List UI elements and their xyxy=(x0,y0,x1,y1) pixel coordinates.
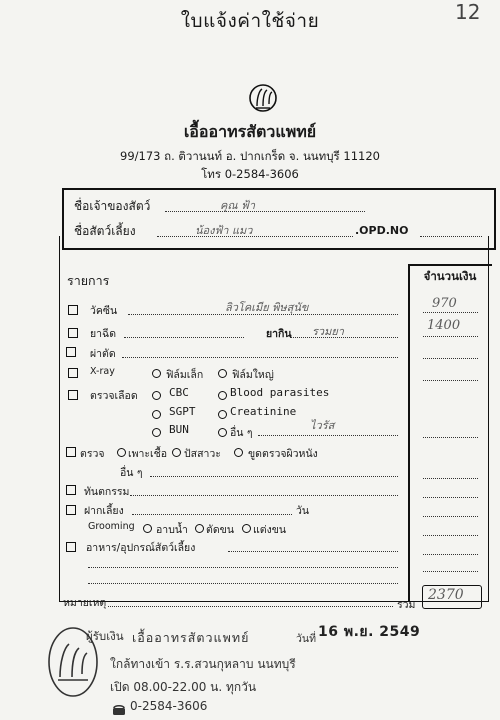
blood-parasites-label: Blood parasites xyxy=(230,386,330,399)
radio-skin[interactable] xyxy=(234,448,243,457)
skin-label: ขูดตรวจผิวหนัง xyxy=(248,448,318,460)
amount-line-5 xyxy=(423,437,478,438)
grooming-label: Grooming xyxy=(88,521,135,532)
checkbox-xray[interactable] xyxy=(68,368,78,378)
amount-vaccine: 970 xyxy=(432,296,457,311)
radio-sgpt[interactable] xyxy=(152,410,161,419)
blood-handwritten: ไวรัส xyxy=(310,419,335,432)
radio-blood-parasites[interactable] xyxy=(218,391,227,400)
blood-other-label: อื่น ๆ xyxy=(230,427,253,439)
amount-line-7 xyxy=(423,497,478,498)
radio-creatinine[interactable] xyxy=(218,410,227,419)
urine-label: ปัสสาวะ xyxy=(184,448,221,460)
date-label: วันที่ xyxy=(296,633,316,645)
film-large-label: ฟิล์มใหญ่ xyxy=(232,369,274,381)
opd-number-label: .OPD.NO xyxy=(355,224,409,237)
pet-name-label: ชื่อสัตว์เลี้ยง xyxy=(74,224,136,238)
document-title: ใบแจ้งค่าใช้จ่าย xyxy=(180,10,320,32)
blood-other-line xyxy=(258,435,398,436)
radio-style[interactable] xyxy=(242,524,251,533)
style-label: แต่งขน xyxy=(253,524,287,536)
owner-name-line xyxy=(165,211,365,212)
drug-line-2 xyxy=(290,337,398,338)
sgpt-label: SGPT xyxy=(169,405,196,418)
boarding-unit: วัน xyxy=(296,505,310,517)
cbc-label: CBC xyxy=(169,386,189,399)
radio-cbc[interactable] xyxy=(152,391,161,400)
stamp-clinic-name: เอื้ออาทรสัตวแพทย์ xyxy=(132,630,250,645)
drug-handwritten: รวมยา xyxy=(312,325,344,338)
radio-film-large[interactable] xyxy=(218,369,227,378)
amount-line-4 xyxy=(423,380,478,381)
film-small-label: ฟิล์มเล็ก xyxy=(166,369,204,381)
receiver-label: ผู้รับเงิน xyxy=(86,629,124,643)
boarding-line xyxy=(132,514,292,515)
amount-header: จำนวนเงิน xyxy=(423,269,477,283)
food-line-1 xyxy=(228,551,398,552)
food-line-3 xyxy=(88,583,398,584)
cut-label: ตัดขน xyxy=(206,524,234,536)
creatinine-label: Creatinine xyxy=(230,405,297,418)
remark-label: หมายเหตุ xyxy=(63,597,107,609)
owner-name-value: คุณ ฟ้า xyxy=(220,199,256,212)
dental-label: ทันตกรรม xyxy=(84,486,130,498)
amount-line-1 xyxy=(423,312,478,313)
checkbox-boarding[interactable] xyxy=(66,505,76,515)
amount-column xyxy=(408,264,492,602)
payment-date-stamp: 16 พ.ย. 2549 xyxy=(318,624,421,640)
checkbox-surgery[interactable] xyxy=(66,347,76,357)
food-label: อาหาร/อุปกรณ์สัตว์เลี้ยง xyxy=(86,542,196,554)
amount-line-11 xyxy=(423,571,478,572)
remark-line xyxy=(108,606,393,607)
clinic-logo-icon xyxy=(248,82,278,116)
drug-oral-label: ยากิน xyxy=(266,328,292,340)
clinic-phone: โทร 0-2584-3606 xyxy=(201,167,299,181)
amount-line-10 xyxy=(423,554,478,555)
amount-line-9 xyxy=(423,535,478,536)
blood-label: ตรวจเลือด xyxy=(90,390,138,402)
radio-culture[interactable] xyxy=(117,448,126,457)
amount-line-3 xyxy=(423,358,478,359)
phone-icon xyxy=(112,701,126,713)
surgery-label: ผ่าตัด xyxy=(90,348,116,360)
dental-line xyxy=(130,495,398,496)
total-amount: 2370 xyxy=(428,587,464,603)
culture-label: เพาะเชื้อ xyxy=(128,448,168,460)
vaccine-handwritten: ลิวโคเมีย พิษสุนัข xyxy=(225,301,309,314)
radio-cut[interactable] xyxy=(195,524,204,533)
radio-blood-other[interactable] xyxy=(218,428,227,437)
checkbox-dental[interactable] xyxy=(66,485,76,495)
owner-name-label: ชื่อเจ้าของสัตว์ xyxy=(74,199,151,213)
radio-film-small[interactable] xyxy=(152,369,161,378)
exam-label: ตรวจ xyxy=(80,448,105,460)
radio-bath[interactable] xyxy=(143,524,152,533)
clinic-name: เอื้ออาทรสัตวแพทย์ xyxy=(183,122,317,141)
amount-line-2 xyxy=(423,336,478,337)
amount-line-8 xyxy=(423,516,478,517)
drug-label: ยาฉีด xyxy=(90,328,117,340)
clinic-address: 99/173 ถ. ติวานนท์ อ. ปากเกร็ด จ. นนทบุรี 11120 xyxy=(120,149,380,163)
boarding-label: ฝากเลี้ยง xyxy=(84,505,124,517)
radio-bun[interactable] xyxy=(152,428,161,437)
checkbox-exam[interactable] xyxy=(66,447,76,457)
food-line-2 xyxy=(88,567,398,568)
total-label: รวม xyxy=(397,599,416,611)
stamp-location: ใกล้ทางเข้า ร.ร.สวนกุหลาบ นนทบุรี xyxy=(110,657,296,671)
exam-other-line xyxy=(150,476,398,477)
radio-urine[interactable] xyxy=(172,448,181,457)
checkbox-blood[interactable] xyxy=(68,390,78,400)
xray-label: X-ray xyxy=(90,366,115,377)
pet-name-value: น้องฟ้า แมว xyxy=(195,224,253,237)
vaccine-label: วัคซีน xyxy=(90,305,118,317)
bun-label: BUN xyxy=(169,423,189,436)
drug-line-1 xyxy=(124,337,244,338)
surgery-line xyxy=(122,357,398,358)
stamp-hours: เปิด 08.00-22.00 น. ทุกวัน xyxy=(110,680,257,694)
amount-line-6 xyxy=(423,478,478,479)
page-number: 12 xyxy=(455,0,481,24)
amount-drug: 1400 xyxy=(427,318,461,333)
checkbox-drug[interactable] xyxy=(68,328,78,338)
checkbox-vaccine[interactable] xyxy=(68,305,78,315)
stamp-phone: 0-2584-3606 xyxy=(130,699,208,713)
exam-other-label: อื่น ๆ xyxy=(120,467,143,479)
checkbox-food[interactable] xyxy=(66,542,76,552)
items-header: รายการ xyxy=(67,273,110,288)
bath-label: อาบน้ำ xyxy=(156,524,188,536)
